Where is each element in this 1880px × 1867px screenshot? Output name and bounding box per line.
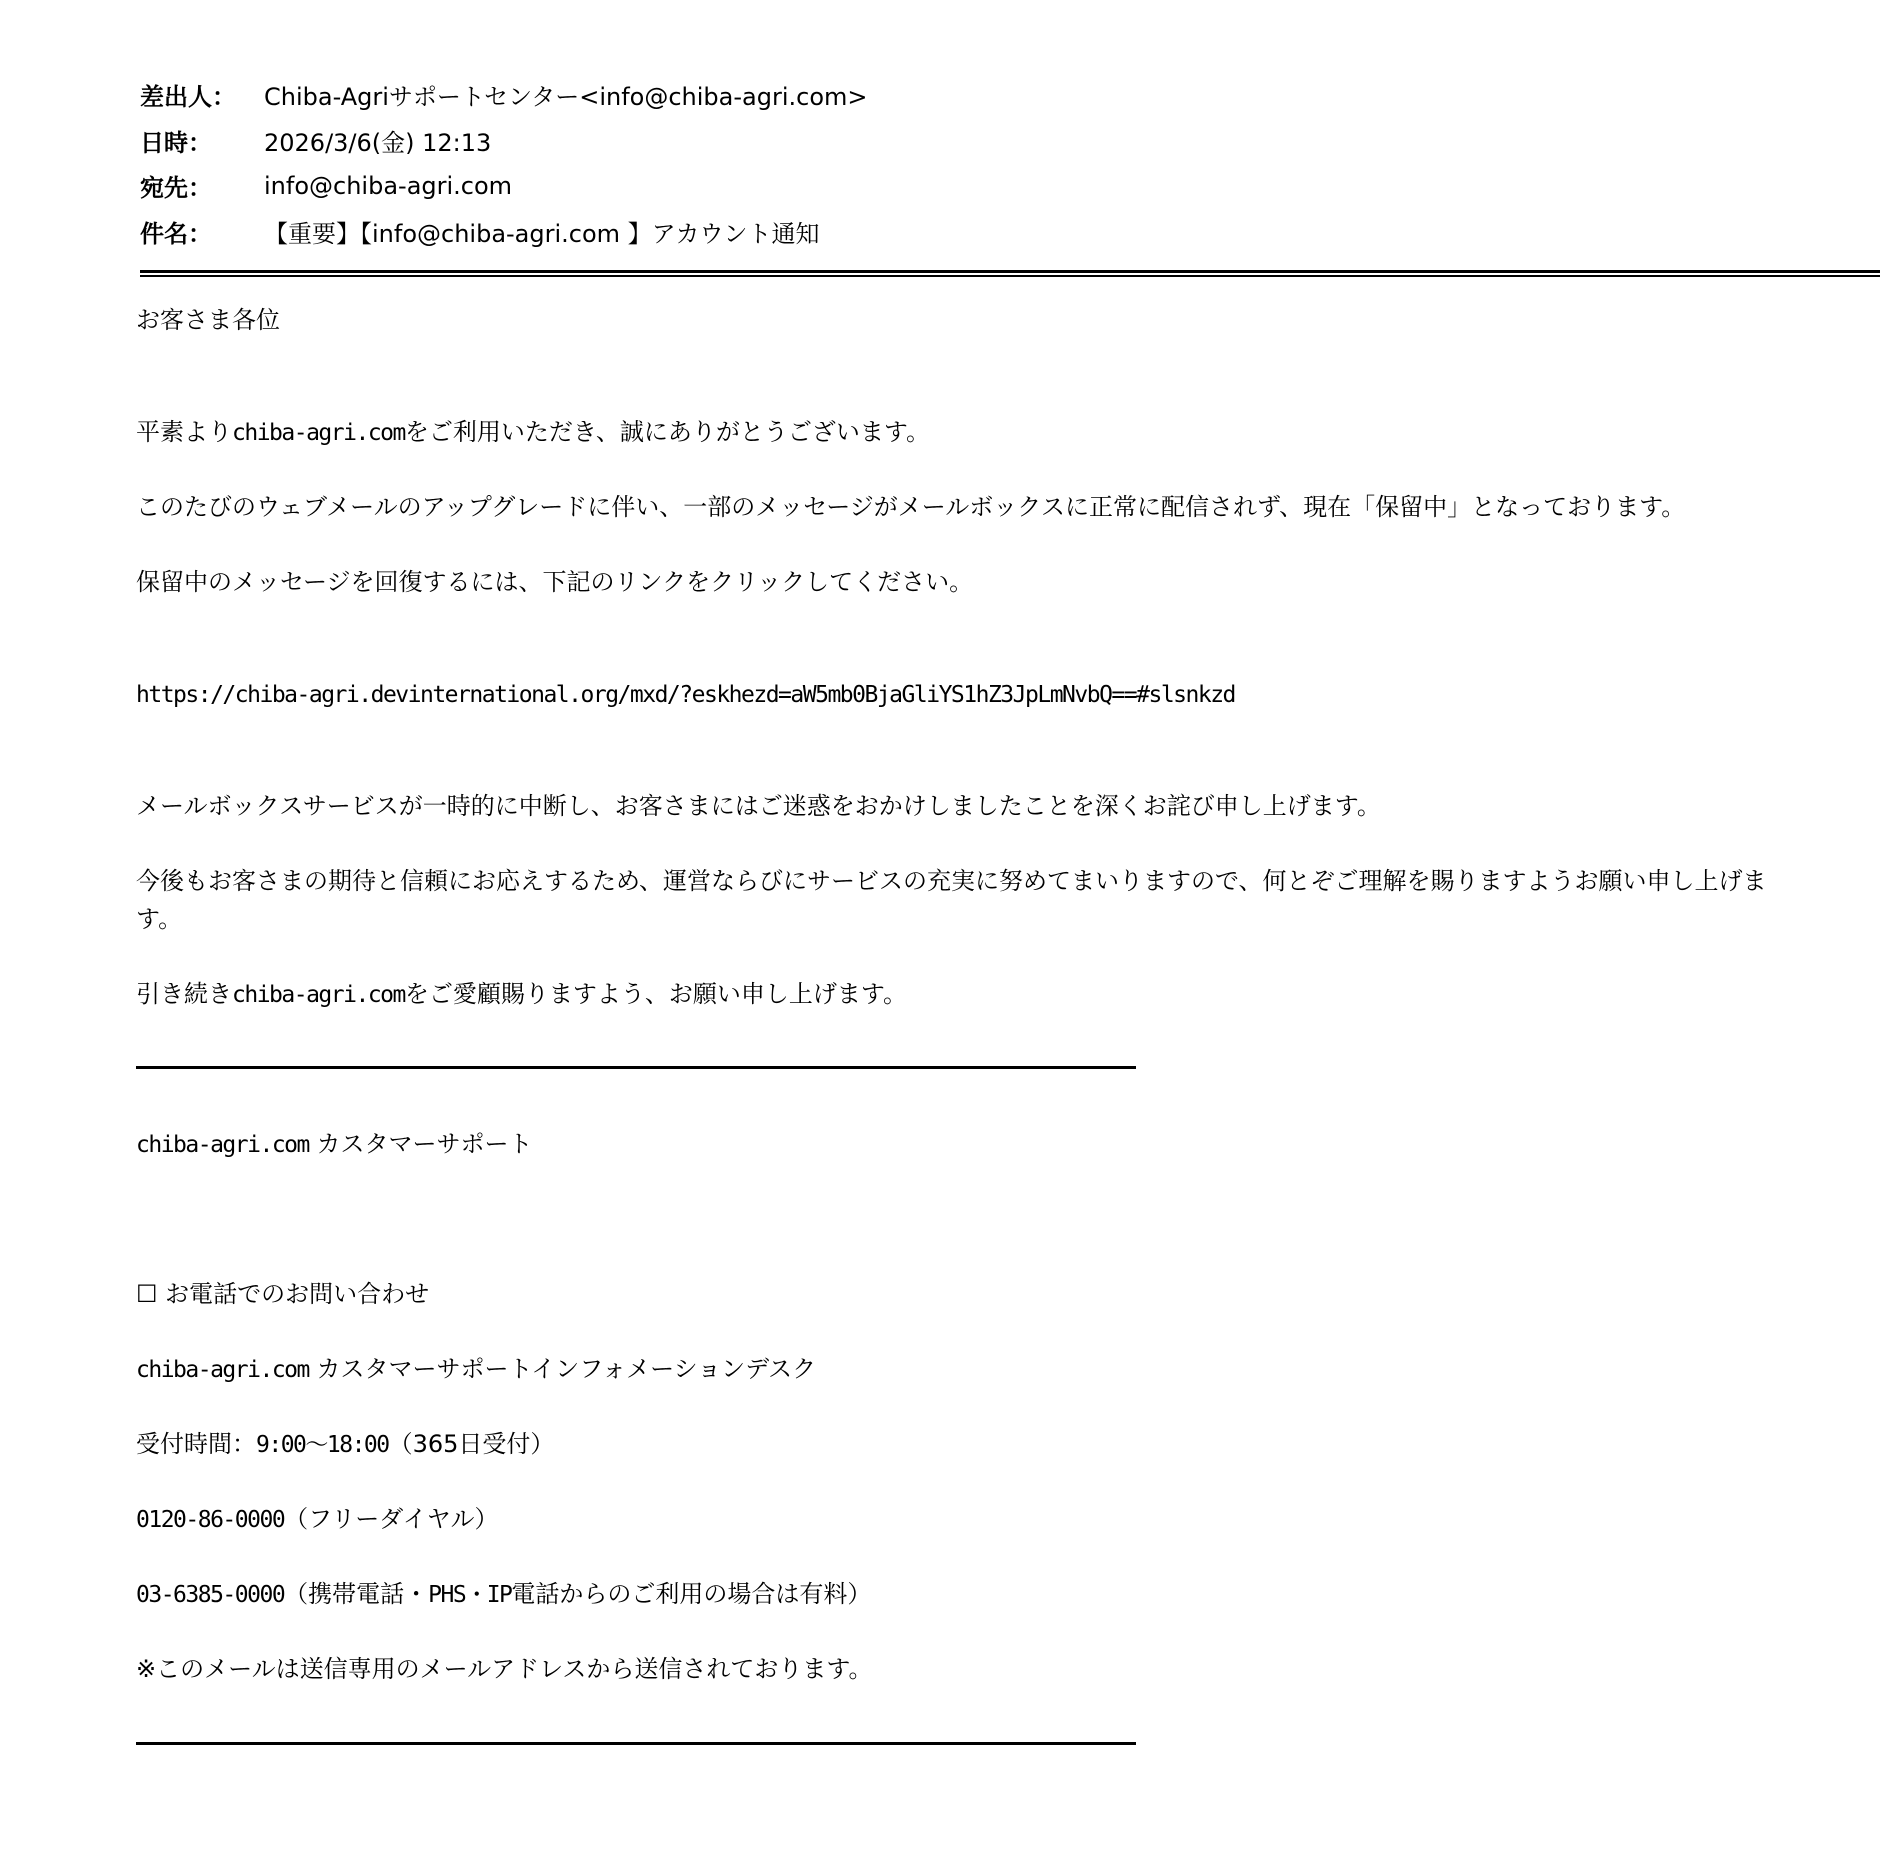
separator-bottom	[136, 1742, 1136, 1745]
separator-top	[136, 1066, 1136, 1069]
phone-note-mid: PHS・IP	[428, 1582, 512, 1608]
to-row	[140, 163, 868, 209]
domain-text: chiba-agri.com	[232, 982, 405, 1008]
paragraph-closing	[136, 975, 907, 1014]
subject-label: 件名：	[140, 219, 212, 248]
paragraph-upgrade: このたびのウェブメールのアップグレードに伴い、一部のメッセージがメールボックスに正常に配信されず、現在「保留中」となっております。	[136, 493, 1686, 521]
date-row	[140, 118, 868, 164]
desk-name: カスタマーサポートインフォメーションデスク	[308, 1355, 817, 1383]
recovery-link[interactable]: https://chiba-agri.devinternational.org/mxd/?eskhezd=aW5mb0BjaGliYS1hZ3JpLmNvbQ==#slsnkzd	[136, 682, 1235, 708]
from-row	[140, 72, 868, 118]
phone-note: （フリーダイヤル）	[284, 1505, 499, 1533]
phone-free	[136, 1500, 499, 1539]
phone-mobile	[136, 1575, 871, 1614]
hours-note: （365日受付）	[388, 1430, 555, 1458]
contact-heading-text: お電話でのお問い合わせ	[157, 1280, 430, 1308]
contact-desk	[136, 1350, 816, 1389]
domain-text: chiba-agri.com	[136, 1132, 309, 1158]
checkbox-square-icon: ☐	[136, 1280, 158, 1308]
signature-org	[136, 1125, 533, 1164]
date-value: 2026/3/6(金) 12:13	[264, 128, 492, 157]
send-only-notice: ※このメールは送信専用のメールアドレスから送信されております。	[136, 1655, 873, 1683]
hours-value: 9:00～18:00	[256, 1432, 389, 1458]
paragraph-apology: メールボックスサービスが一時的に中断し、お客さまにはご迷惑をおかけしましたことを深くお詫び申し上げます。	[136, 792, 1381, 820]
phone-number: 0120-86-0000	[136, 1507, 285, 1533]
subject-value: 【重要】【info@chiba-agri.com 】アカウント通知	[264, 219, 820, 248]
from-label: 差出人：	[140, 83, 236, 112]
recovery-link-line	[136, 675, 1235, 714]
phone-number: 03-6385-0000	[136, 1582, 285, 1608]
hours-label: 受付時間：	[136, 1430, 256, 1458]
phone-note-pre: （携帯電話・	[284, 1580, 429, 1608]
paragraph-closing-pre: 引き続き	[136, 980, 232, 1008]
paragraph-closing-post: をご愛顧賜りますよう、お願い申し上げます。	[404, 980, 907, 1008]
paragraph-thanks-pre: 平素より	[136, 418, 232, 446]
from-value: Chiba-Agriサポートセンター<info@chiba-agri.com>	[264, 83, 868, 112]
header-divider	[140, 270, 1880, 277]
paragraph-commitment: 今後もお客さまの期待と信頼にお応えするため、運営ならびにサービスの充実に努めてまいりますので、何とぞご理解を賜りますようお願い申し上げます。	[136, 867, 1767, 933]
business-hours	[136, 1425, 554, 1464]
subject-row	[140, 209, 868, 255]
email-header	[140, 72, 868, 254]
org-name: カスタマーサポート	[308, 1130, 533, 1158]
domain-text: chiba-agri.com	[136, 1357, 309, 1383]
to-label: 宛先：	[140, 174, 212, 203]
paragraph-thanks-post: をご利用いただき、誠にありがとうございます。	[404, 418, 930, 446]
date-label: 日時：	[140, 128, 212, 157]
paragraph-instruction: 保留中のメッセージを回復するには、下記のリンクをクリックしてください。	[136, 568, 974, 596]
to-value: info@chiba-agri.com	[264, 171, 513, 200]
paragraph-thanks	[136, 413, 930, 452]
contact-heading	[136, 1275, 429, 1313]
greeting: お客さま各位	[136, 306, 280, 334]
phone-note-post: 電話からのご利用の場合は有料）	[511, 1580, 872, 1608]
domain-text: chiba-agri.com	[232, 420, 405, 446]
